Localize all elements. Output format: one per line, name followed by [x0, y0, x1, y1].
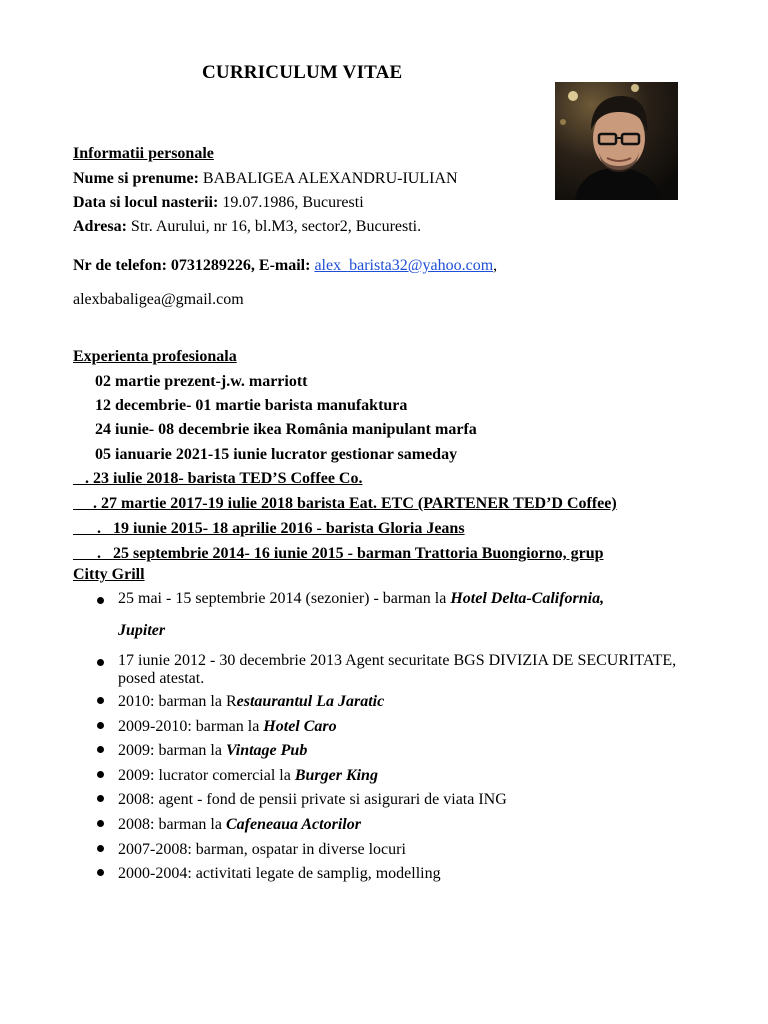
experience-line: 24 iunie- 08 decembrie ikea România manipulant marfa: [95, 421, 477, 438]
bullet-emphasis: Vintage Pub: [225, 742, 308, 760]
bullet-text: 2007-2008: barman, ospatar in diverse locuri: [118, 840, 406, 858]
list-item: [96, 715, 696, 740]
bullet-emphasis: Burger King: [294, 766, 378, 784]
experience-line: . 19 iunie 2015- 18 aprilie 2016 - barista Gloria Jeans: [73, 520, 465, 537]
bullet-text: 2008: barman la: [118, 815, 226, 833]
bullet-text: 17 iunie 2012 - 30 decembrie 2013 Agent securitate BGS DIVIZIA DE SECURITATE, posed atestat.: [118, 652, 677, 687]
email-link-yahoo[interactable]: alex_barista32@yahoo.com: [314, 257, 494, 274]
bullet-text: 2009: lucrator comercial la: [118, 766, 295, 784]
birth-row: [73, 194, 364, 212]
email-gmail: alexbabaligea@gmail.com: [73, 291, 244, 308]
list-item: [96, 590, 696, 640]
address-value: Str. Aurului, nr 16, bl.M3, sector2, Bucuresti.: [126, 218, 422, 235]
phone-email-label: Nr de telefon: 0731289226, E-mail:: [73, 257, 315, 274]
name-row: [73, 170, 458, 188]
bullet-emphasis: estaurantul La Jaratic: [236, 693, 385, 710]
experience-line: 02 martie prezent-j.w. marriott: [95, 373, 308, 390]
experience-line: 12 decembrie- 01 martie barista manufaktura: [95, 397, 408, 414]
bullet-text: 2009-2010: barman la: [118, 717, 264, 735]
experience-line: 05 ianuarie 2021-15 iunie lucrator gestionar sameday: [95, 446, 458, 463]
birth-value: 19.07.1986, Bucuresti: [218, 194, 364, 211]
bullet-emphasis: Cafeneaua Actorilor: [225, 815, 361, 833]
bullet-text: 2009: barman la: [118, 742, 226, 760]
address-row: [73, 218, 421, 236]
email-separator: ,: [493, 257, 498, 274]
bullet-text: 2008: agent - fond de pensii private si asigurari de viata ING: [118, 791, 507, 809]
experience-bullet-list: [96, 590, 696, 887]
list-item: [96, 739, 696, 764]
experience-heading: Experienta profesionala: [73, 348, 237, 365]
birth-label: Data si locul nasterii:: [73, 194, 219, 211]
page-title: CURRICULUM VITAE: [202, 62, 403, 83]
experience-line: . 23 iulie 2018- barista TED’S Coffee Co.: [73, 470, 363, 487]
experience-line: . 25 septembrie 2014- 16 iunie 2015 - barman Trattoria Buongiorno, grup: [73, 545, 604, 562]
list-item: [96, 788, 696, 813]
name-label: Nume si prenume:: [73, 170, 199, 187]
name-value: BABALIGEA ALEXANDRU-IULIAN: [198, 170, 458, 187]
experience-line: Citty Grill: [73, 566, 145, 583]
list-item: [96, 652, 696, 688]
list-item: [96, 813, 696, 838]
personal-info-heading: Informatii personale: [73, 145, 214, 162]
profile-photo: [555, 82, 678, 200]
list-item: [96, 862, 696, 887]
list-item: [96, 764, 696, 789]
list-item: [96, 838, 696, 863]
bullet-emphasis: Jupiter: [118, 622, 166, 639]
bullet-text: 2000-2004: activitati legate de samplig, modelling: [118, 865, 441, 883]
profile-photo-image: [555, 82, 678, 200]
list-item: [96, 690, 696, 715]
experience-line: . 27 martie 2017-19 iulie 2018 barista Eat. ETC (PARTENER TED’D Coffee): [73, 495, 617, 512]
bullet-text: 25 mai - 15 septembrie 2014 (sezonier) - barman la: [118, 590, 451, 607]
contact-row: [73, 257, 497, 275]
bullet-emphasis: Hotel Delta-California,: [450, 590, 605, 607]
address-label: Adresa:: [73, 218, 127, 235]
bullet-text: 2010: barman la R: [118, 693, 237, 710]
bullet-emphasis: Hotel Caro: [263, 717, 337, 735]
